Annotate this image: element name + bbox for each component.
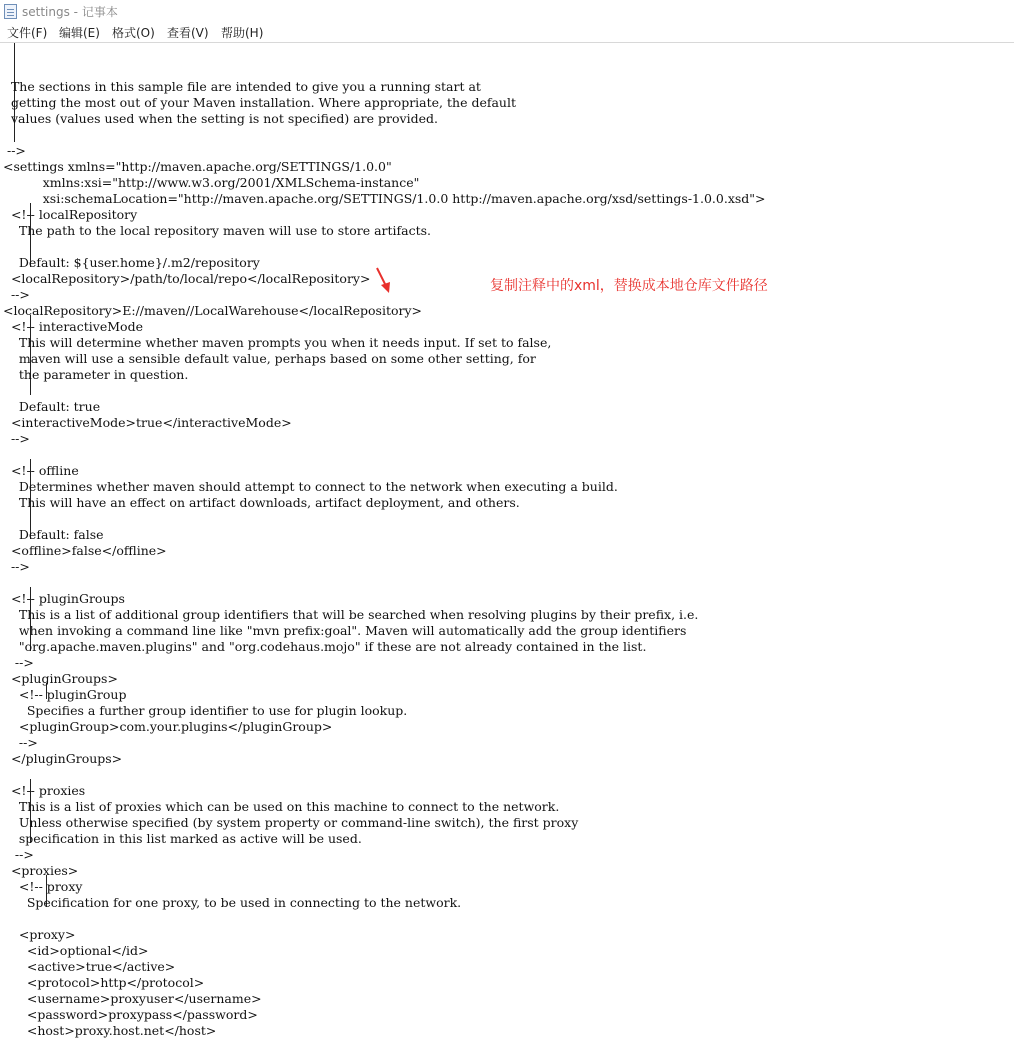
- title-bar: [0, 0, 1014, 24]
- text-line: The sections in this sample file are intended to give you a running start at: [3, 79, 481, 94]
- text-line: [3, 575, 766, 591]
- text-line: <!-- interactiveMode: [3, 319, 143, 334]
- text-line: <localRepository>/path/to/local/repo</localRepository>: [3, 271, 371, 286]
- text-line: -->: [3, 143, 26, 158]
- text-line: <localRepository>E://maven//LocalWarehouse</localRepository>: [3, 303, 423, 318]
- text-line: maven will use a sensible default value, perhaps based on some other setting, for: [3, 351, 536, 366]
- text-line: [3, 767, 766, 783]
- notepad-icon: [4, 4, 17, 19]
- text-line: <!-- localRepository: [3, 207, 138, 222]
- text-line: This will determine whether maven prompts you when it needs input. If set to false,: [3, 335, 552, 350]
- text-line: <offline>false</offline>: [3, 543, 167, 558]
- text-line: <proxy>: [3, 927, 76, 942]
- red-arrow-icon: [370, 265, 394, 295]
- text-line: xmlns:xsi="http://www.w3.org/2001/XMLSchema-instance": [3, 175, 420, 190]
- text-line: <password>proxypass</password>: [3, 1007, 258, 1022]
- text-line: Default: false: [3, 527, 104, 542]
- text-line: when invoking a command line like "mvn prefix:goal". Maven will automatically add the group identifiers: [3, 623, 687, 638]
- text-line: -->: [3, 847, 34, 862]
- text-line: <interactiveMode>true</interactiveMode>: [3, 415, 292, 430]
- text-line: Determines whether maven should attempt to connect to the network when executing a build.: [3, 479, 618, 494]
- text-line: -->: [3, 287, 30, 302]
- text-line: Default: true: [3, 399, 101, 414]
- annotation-note: 复制注释中的xml，替换成本地仓库文件路径: [490, 278, 768, 294]
- document-text: [3, 63, 766, 1038]
- text-line: <pluginGroup>com.your.plugins</pluginGroup>: [3, 719, 333, 734]
- text-line: the parameter in question.: [3, 367, 189, 382]
- text-line: getting the most out of your Maven installation. Where appropriate, the default: [3, 95, 516, 110]
- text-line: <!-- proxies: [3, 783, 86, 798]
- text-line: [3, 511, 766, 527]
- text-line: <proxies>: [3, 863, 79, 878]
- text-line: values (values used when the setting is not specified) are provided.: [3, 111, 438, 126]
- text-line: "org.apache.maven.plugins" and "org.codehaus.mojo" if these are not already contained in the list.: [3, 639, 647, 654]
- text-line: Specifies a further group identifier to use for plugin lookup.: [3, 703, 408, 718]
- text-line: -->: [3, 559, 30, 574]
- text-line: [3, 239, 766, 255]
- text-line: [3, 447, 766, 463]
- text-line: <!-- offline: [3, 463, 79, 478]
- text-line: <protocol>http</protocol>: [3, 975, 205, 990]
- text-line: Specification for one proxy, to be used in connecting to the network.: [3, 895, 462, 910]
- menu-format[interactable]: 格式(O): [112, 26, 155, 40]
- text-line: [3, 127, 766, 143]
- text-line: This is a list of additional group identifiers that will be searched when resolving plugins by their prefix, i.e.: [3, 607, 699, 622]
- text-line: <pluginGroups>: [3, 671, 118, 686]
- text-line: [3, 383, 766, 399]
- text-line: <active>true</active>: [3, 959, 176, 974]
- text-line: <id>optional</id>: [3, 943, 149, 958]
- text-line: -->: [3, 735, 38, 750]
- text-line: <!-- proxy: [3, 879, 83, 894]
- text-editor-area[interactable]: [0, 42, 1014, 1038]
- menu-help[interactable]: 帮助(H): [221, 26, 264, 40]
- text-line: xsi:schemaLocation="http://maven.apache.org/SETTINGS/1.0.0 http://maven.apache.org/xsd/settings-1.0.0.xsd">: [3, 191, 766, 206]
- menu-view[interactable]: 查看(V): [167, 26, 209, 40]
- text-line: [3, 63, 766, 79]
- text-line: <username>proxyuser</username>: [3, 991, 262, 1006]
- window-title: settings - 记事本: [22, 5, 118, 19]
- text-line: <!-- pluginGroup: [3, 687, 127, 702]
- text-line: </pluginGroups>: [3, 751, 123, 766]
- text-line: -->: [3, 431, 30, 446]
- menu-bar: [0, 24, 1014, 42]
- menu-file[interactable]: 文件(F): [7, 26, 48, 40]
- text-line: <host>proxy.host.net</host>: [3, 1023, 217, 1038]
- text-line: The path to the local repository maven will use to store artifacts.: [3, 223, 432, 238]
- text-line: <!-- pluginGroups: [3, 591, 125, 606]
- text-line: [3, 911, 766, 927]
- text-line: specification in this list marked as active will be used.: [3, 831, 362, 846]
- text-line: -->: [3, 655, 34, 670]
- text-line: This is a list of proxies which can be used on this machine to connect to the network.: [3, 799, 560, 814]
- menu-edit[interactable]: 编辑(E): [59, 26, 100, 40]
- text-line: Unless otherwise specified (by system property or command-line switch), the first proxy: [3, 815, 579, 830]
- text-line: <settings xmlns="http://maven.apache.org/SETTINGS/1.0.0": [3, 159, 392, 174]
- text-line: Default: ${user.home}/.m2/repository: [3, 255, 260, 270]
- text-line: This will have an effect on artifact downloads, artifact deployment, and others.: [3, 495, 520, 510]
